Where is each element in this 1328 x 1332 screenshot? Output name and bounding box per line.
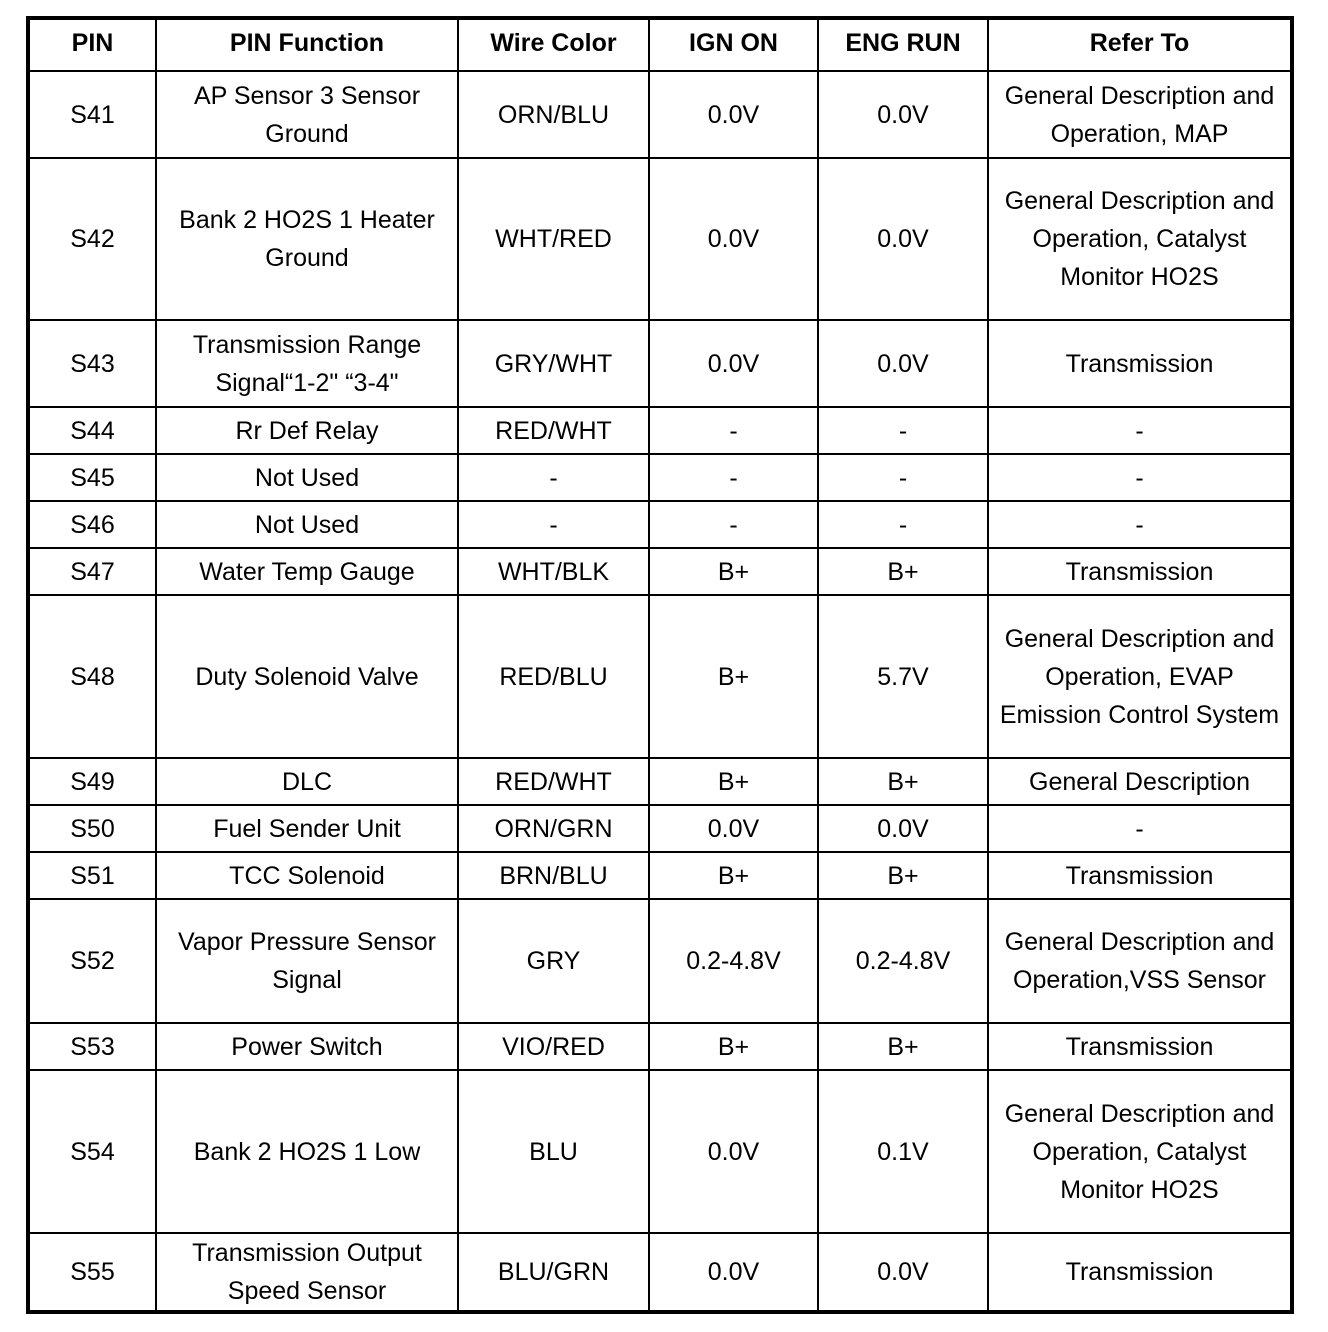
eng-run-cell: B+ xyxy=(818,758,988,805)
table-row xyxy=(28,852,1292,899)
wire-color-cell: BRN/BLU xyxy=(458,852,649,899)
table-row xyxy=(28,320,1292,407)
wire-color-cell: RED/WHT xyxy=(458,407,649,454)
pin-function-cell: Transmission Output Speed Sensor xyxy=(156,1233,458,1312)
pin-function-cell: Not Used xyxy=(156,501,458,548)
refer-to-cell: Transmission xyxy=(988,320,1292,407)
wire-color-cell: BLU xyxy=(458,1070,649,1233)
eng-run-cell: 0.0V xyxy=(818,805,988,852)
refer-to-cell: Transmission xyxy=(988,548,1292,595)
eng-run-cell: 0.0V xyxy=(818,1233,988,1312)
refer-to-cell: General Description and Operation,VSS Sensor xyxy=(988,899,1292,1023)
eng-run-cell: 0.0V xyxy=(818,158,988,320)
eng-run-cell: - xyxy=(818,501,988,548)
wire-color-cell: GRY xyxy=(458,899,649,1023)
pin-cell: S50 xyxy=(28,805,156,852)
ign-on-cell: B+ xyxy=(649,548,818,595)
refer-to-cell: Transmission xyxy=(988,1233,1292,1312)
table-row xyxy=(28,1023,1292,1070)
pin-cell: S55 xyxy=(28,1233,156,1312)
pin-cell: S54 xyxy=(28,1070,156,1233)
refer-to-cell: Transmission xyxy=(988,852,1292,899)
table-row xyxy=(28,805,1292,852)
pin-cell: S52 xyxy=(28,899,156,1023)
pin-cell: S51 xyxy=(28,852,156,899)
table-row xyxy=(28,1070,1292,1233)
table-row xyxy=(28,71,1292,158)
pin-function-cell: Vapor Pressure Sensor Signal xyxy=(156,899,458,1023)
wire-color-cell: RED/BLU xyxy=(458,595,649,758)
wire-color-cell: VIO/RED xyxy=(458,1023,649,1070)
eng-run-cell: 0.1V xyxy=(818,1070,988,1233)
ign-on-cell: - xyxy=(649,501,818,548)
pin-function-cell: TCC Solenoid xyxy=(156,852,458,899)
ign-on-cell: 0.0V xyxy=(649,805,818,852)
wire-color-cell: WHT/BLK xyxy=(458,548,649,595)
refer-to-cell: - xyxy=(988,454,1292,501)
pin-function-cell: DLC xyxy=(156,758,458,805)
table-row xyxy=(28,758,1292,805)
pin-cell: S42 xyxy=(28,158,156,320)
pin-cell: S43 xyxy=(28,320,156,407)
eng-run-cell: 0.2-4.8V xyxy=(818,899,988,1023)
table-row xyxy=(28,454,1292,501)
pin-cell: S53 xyxy=(28,1023,156,1070)
header-row xyxy=(28,18,1292,71)
refer-to-cell: - xyxy=(988,501,1292,548)
eng-run-cell: - xyxy=(818,454,988,501)
pin-cell: S46 xyxy=(28,501,156,548)
ign-on-cell: 0.0V xyxy=(649,71,818,158)
refer-to-cell: General Description and Operation, Catalyst Monitor HO2S xyxy=(988,1070,1292,1233)
ign-on-cell: - xyxy=(649,407,818,454)
pin-function-cell: AP Sensor 3 Sensor Ground xyxy=(156,71,458,158)
refer-to-cell: General Description and Operation, MAP xyxy=(988,71,1292,158)
table-row xyxy=(28,1233,1292,1312)
eng-run-cell: - xyxy=(818,407,988,454)
refer-to-cell: General Description and Operation, EVAP Emission Control System xyxy=(988,595,1292,758)
refer-to-cell: Transmission xyxy=(988,1023,1292,1070)
pin-function-cell: Water Temp Gauge xyxy=(156,548,458,595)
pin-cell: S45 xyxy=(28,454,156,501)
wire-color-cell: ORN/BLU xyxy=(458,71,649,158)
pin-cell: S49 xyxy=(28,758,156,805)
ign-on-cell: - xyxy=(649,454,818,501)
eng-run-cell: 0.0V xyxy=(818,71,988,158)
pin-function-cell: Power Switch xyxy=(156,1023,458,1070)
wire-color-cell: RED/WHT xyxy=(458,758,649,805)
eng-run-cell: 5.7V xyxy=(818,595,988,758)
eng-run-cell: B+ xyxy=(818,852,988,899)
wire-color-cell: BLU/GRN xyxy=(458,1233,649,1312)
ign-on-cell: 0.2-4.8V xyxy=(649,899,818,1023)
ign-on-cell: 0.0V xyxy=(649,158,818,320)
refer-to-cell: - xyxy=(988,407,1292,454)
pin-function-cell: Duty Solenoid Valve xyxy=(156,595,458,758)
table-row xyxy=(28,158,1292,320)
eng-run-cell: B+ xyxy=(818,1023,988,1070)
ign-on-cell: 0.0V xyxy=(649,320,818,407)
header-pin: PIN xyxy=(28,18,156,71)
ign-on-cell: B+ xyxy=(649,595,818,758)
eng-run-cell: B+ xyxy=(818,548,988,595)
wire-color-cell: - xyxy=(458,501,649,548)
wire-color-cell: - xyxy=(458,454,649,501)
pin-function-cell: Not Used xyxy=(156,454,458,501)
wire-color-cell: WHT/RED xyxy=(458,158,649,320)
pin-function-cell: Transmission Range Signal“1-2" “3-4" xyxy=(156,320,458,407)
pin-cell: S41 xyxy=(28,71,156,158)
pin-function-cell: Fuel Sender Unit xyxy=(156,805,458,852)
ign-on-cell: B+ xyxy=(649,1023,818,1070)
header-pin-function: PIN Function xyxy=(156,18,458,71)
ign-on-cell: 0.0V xyxy=(649,1070,818,1233)
pin-function-cell: Rr Def Relay xyxy=(156,407,458,454)
wire-color-cell: GRY/WHT xyxy=(458,320,649,407)
ign-on-cell: B+ xyxy=(649,758,818,805)
refer-to-cell: - xyxy=(988,805,1292,852)
header-wire-color: Wire Color xyxy=(458,18,649,71)
table-row xyxy=(28,595,1292,758)
refer-to-cell: General Description xyxy=(988,758,1292,805)
refer-to-cell: General Description and Operation, Catalyst Monitor HO2S xyxy=(988,158,1292,320)
pin-cell: S47 xyxy=(28,548,156,595)
wire-color-cell: ORN/GRN xyxy=(458,805,649,852)
eng-run-cell: 0.0V xyxy=(818,320,988,407)
pin-function-cell: Bank 2 HO2S 1 Low xyxy=(156,1070,458,1233)
header-refer-to: Refer To xyxy=(988,18,1292,71)
ign-on-cell: B+ xyxy=(649,852,818,899)
pin-table xyxy=(26,16,1294,1314)
table-row xyxy=(28,501,1292,548)
table-row xyxy=(28,548,1292,595)
pin-function-cell: Bank 2 HO2S 1 Heater Ground xyxy=(156,158,458,320)
table-body xyxy=(28,71,1292,1312)
ign-on-cell: 0.0V xyxy=(649,1233,818,1312)
table-row xyxy=(28,407,1292,454)
pin-cell: S48 xyxy=(28,595,156,758)
header-ign-on: IGN ON xyxy=(649,18,818,71)
table-row xyxy=(28,899,1292,1023)
header-eng-run: ENG RUN xyxy=(818,18,988,71)
pin-cell: S44 xyxy=(28,407,156,454)
